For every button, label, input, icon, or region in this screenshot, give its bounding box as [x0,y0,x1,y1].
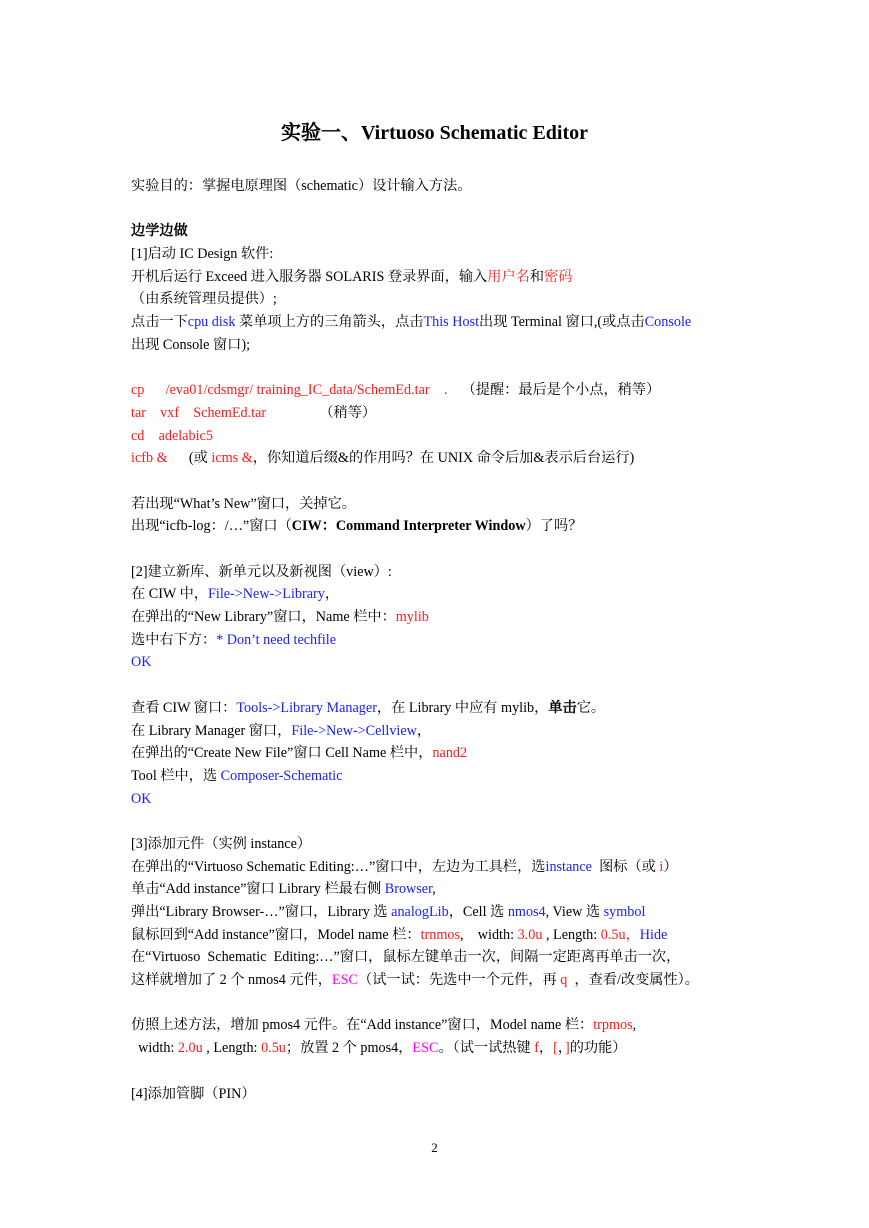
section2-heading: [2]建立新库、新单元以及新视图（view）: [131,563,392,580]
command-cp: cp /eva01/cdsmgr/ training_IC_data/SchemEd.tar . （提醒：最后是个小点，稍等） [131,382,661,399]
s2-line1: 在 CIW 中，File->New->Library， [131,586,340,603]
s3-line3: 弹出“Library Browser-…”窗口，Library 选 analogLib，Cell 选 nmos4, View 选 symbol [131,904,646,920]
purpose-line: 实验目的：掌握电原理图（schematic）设计输入方法。 [131,178,472,194]
page-number: 2 [431,1140,438,1155]
s3-line5: 在“Virtuoso Schematic Editing:…”窗口，鼠标左键单击一次，间隔一定距离再单击一次， [131,949,681,966]
s2-line5: 在 Library Manager 窗口，File->New->Cellview， [131,722,432,739]
section1-heading: [1]启动 IC Design 软件: [131,246,274,263]
s3-line7: 仿照上述方法，增加 pmos4 元件。在“Add instance”窗口，Model name 栏：trpmos, [131,1017,637,1034]
s2-line6: 在弹出的“Create New File”窗口 Cell Name 栏中，nand2 [131,745,468,762]
s1-line5: 若出现“What’s New”窗口，关掉它。 [131,495,356,512]
s2-line7: Tool 栏中，选 Composer-Schematic [131,767,343,784]
document-body [131,175,741,1105]
s2-line4: 查看 CIW 窗口：Tools->Library Manager，在 Library 中应有 mylib，单击它。 [131,699,606,716]
s1-line6: 出现“icfb-log：/…”窗口（CIW：Command Interpreter Window）了吗？ [131,518,583,535]
s1-line3: 点击一下cpu disk 菜单项上方的三角箭头，点击This Host出现 Terminal 窗口,(或点击Console [131,314,692,331]
command-tar: tar vxf SchemEd.tar （稍等） [131,404,377,421]
s2-line2: 在弹出的“New Library”窗口，Name 栏中：mylib [131,609,429,626]
s2-line3: 选中右下方：* Don’t need techfile [131,631,337,648]
s3-line8: width: 2.0u , Length: 0.5u；放置 2 个 pmos4，ESC。（试一试热键 f，[，]的功能） [131,1040,627,1057]
s2-ok-2: OK [131,790,152,807]
page-title: 实验一、Virtuoso Schematic Editor [280,122,588,144]
s3-line1: 在弹出的“Virtuoso Schematic Editing:…”窗口中，左边为工具栏，选instance 图标（或 i） [131,858,678,875]
s1-line2: （由系统管理员提供）; [131,291,277,308]
s1-line4: 出现 Console 窗口); [131,336,251,353]
command-cd: cd adelabic5 [131,427,213,444]
s1-line1: 开机后运行 Exceed 进入服务器 SOLARIS 登录界面，输入用户名和密码 [131,268,573,285]
s3-line6: 这样就增加了 2 个 nmos4 元件，ESC（试一试：先选中一个元件，再 q ，查看/改变属性）。 [131,972,699,989]
s2-ok-1: OK [131,654,152,671]
s3-line2: 单击“Add instance”窗口 Library 栏最右侧 Browser, [131,881,436,898]
section3-heading: [3]添加元件（实例 instance） [131,835,312,852]
learn-heading: 边学边做 [131,223,188,240]
command-icfb: icfb & (或 icms &，你知道后缀&的作用吗？在 UNIX 命令后加&表示后台运行) [131,450,635,467]
section4-heading: [4]添加管脚（PIN） [131,1085,256,1102]
s3-line4: 鼠标回到“Add instance”窗口，Model name 栏：trnmos, width: 3.0u , Length: 0.5u，Hide [131,926,668,943]
